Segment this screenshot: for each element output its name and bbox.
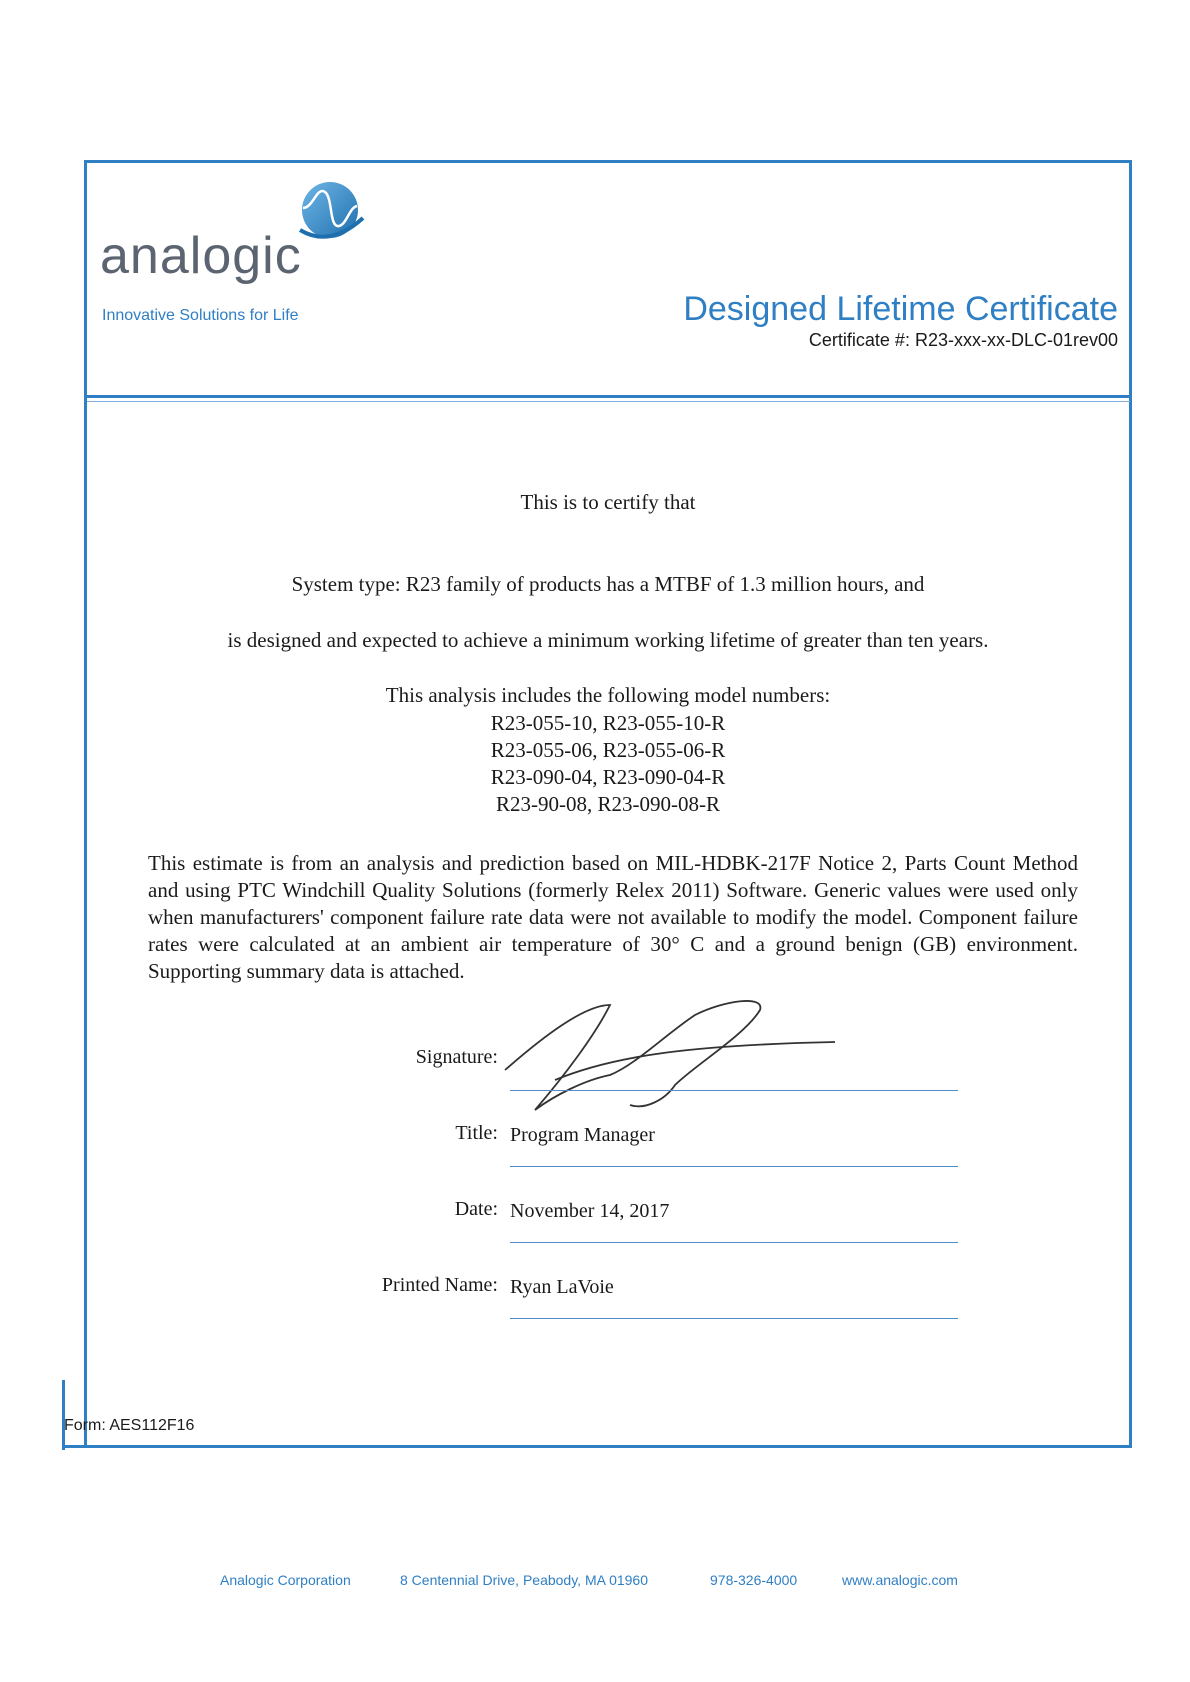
printed-name-label: Printed Name: [381,1274,498,1296]
model-numbers-list [84,710,1132,818]
signature-line [510,1090,958,1091]
footer-website: www.analogic.com [842,1572,958,1588]
wave-globe-icon [295,178,365,248]
certify-intro: This is to certify that [520,490,696,514]
date-value: November 14, 2017 [510,1200,670,1222]
printed-name-value: Ryan LaVoie [510,1276,614,1298]
footer-phone: 978-326-4000 [710,1572,798,1588]
date-label: Date: [454,1198,498,1220]
footer-address: 8 Centennial Drive, Peabody, MA 01960 [400,1572,649,1588]
logo-wordmark: analogic [100,227,302,285]
certificate-number: Certificate #: R23-xxx-xx-DLC-01rev00 [808,330,1118,350]
handwritten-signature [495,995,845,1125]
title-line [510,1166,958,1167]
form-id: Form: AES112F16 [64,1417,195,1434]
logo-tagline: Innovative Solutions for Life [102,307,299,324]
footer-company: Analogic Corporation [220,1572,351,1588]
certificate-title: Designed Lifetime Certificate [683,290,1118,328]
model-number-line: R23-055-10, R23-055-10-R [490,711,726,735]
border-extension-bottom [62,1445,87,1448]
models-intro: This analysis includes the following model numbers: [385,683,831,707]
lifetime-line: is designed and expected to achieve a minimum working lifetime of greater than ten years. [227,628,989,652]
header-divider [87,395,1130,398]
date-line [510,1242,958,1243]
estimate-paragraph: This estimate is from an analysis and prediction based on MIL-HDBK-217F Notice 2, Parts Count Method and using PTC Windchill Quality Solutions (formerly Relex 2011) Software. Generic values were used only when manufacturers' component failure rate data were not available to modify the model. Component failure rates were calculated at an ambient air temperature of 30° C and a ground benign (GB) environment. Supporting summary data is attached. [148,851,1078,983]
signature-label: Signature: [415,1046,498,1068]
model-number-line: R23-90-08, R23-090-08-R [496,792,720,816]
title-label: Title: [455,1122,498,1144]
printed-name-line [510,1318,958,1319]
system-type-line: System type: R23 family of products has a MTBF of 1.3 million hours, and [291,572,925,596]
analogic-logo [100,178,380,328]
model-number-line: R23-055-06, R23-055-06-R [490,738,726,762]
title-value: Program Manager [510,1124,655,1146]
border-extension-left [62,1380,65,1450]
header-divider-thin [87,401,1130,402]
model-number-line: R23-090-04, R23-090-04-R [490,765,726,789]
